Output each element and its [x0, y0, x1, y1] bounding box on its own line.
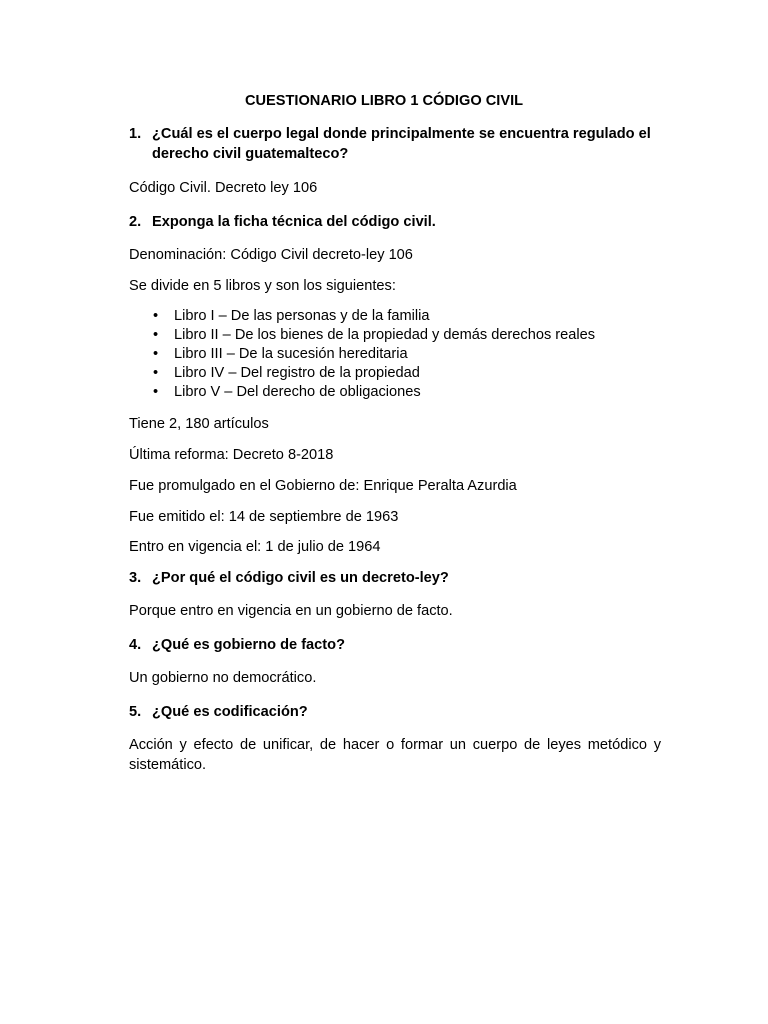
- question-3-number: 3.: [129, 570, 142, 586]
- list-item-text: Libro II – De los bienes de la propiedad y demás derechos reales: [174, 327, 596, 343]
- question-4-text: ¿Qué es gobierno de facto?: [152, 637, 345, 653]
- list-item-text: Libro III – De la sucesión hereditaria: [174, 346, 408, 362]
- answer-2-vigencia: Entro en vigencia el: 1 de julio de 1964: [129, 539, 381, 555]
- list-item-text: Libro IV – Del registro de la propiedad: [174, 365, 420, 381]
- question-1-number: 1.: [129, 126, 142, 142]
- question-4-number: 4.: [129, 637, 142, 653]
- bullet-icon: •: [153, 308, 159, 324]
- answer-3: Porque entro en vigencia en un gobierno de facto.: [129, 603, 453, 619]
- bullet-icon: •: [153, 384, 159, 400]
- list-item: [129, 345, 595, 364]
- question-3-text: ¿Por qué el código civil es un decreto-ley?: [152, 570, 449, 586]
- question-2: [129, 212, 669, 232]
- answer-2-intro: Se divide en 5 libros y son los siguientes:: [129, 278, 396, 294]
- bullet-icon: •: [153, 365, 159, 381]
- answer-2-emitido: Fue emitido el: 14 de septiembre de 1963: [129, 509, 399, 525]
- list-item: [129, 326, 595, 345]
- list-item: [129, 364, 595, 383]
- question-5: [129, 702, 669, 722]
- list-item-text: Libro I – De las personas y de la familia: [174, 308, 430, 324]
- question-4: [129, 635, 669, 655]
- answer-4: Un gobierno no democrático.: [129, 670, 317, 686]
- question-5-text: ¿Qué es codificación?: [152, 704, 308, 720]
- question-1-text: ¿Cuál es el cuerpo legal donde principalmente se encuentra regulado el derecho civil guatemalteco?: [152, 126, 651, 162]
- answer-2-promulgado: Fue promulgado en el Gobierno de: Enrique Peralta Azurdia: [129, 478, 517, 494]
- bullet-icon: •: [153, 327, 159, 343]
- answer-5: Acción y efecto de unificar, de hacer o formar un cuerpo de leyes metódico y sistemático.: [129, 737, 661, 773]
- question-1: [129, 124, 669, 164]
- question-2-text: Exponga la ficha técnica del código civil.: [152, 214, 436, 230]
- answer-2-denominacion: Denominación: Código Civil decreto-ley 106: [129, 247, 413, 263]
- list-item: [129, 383, 595, 402]
- answer-2-reforma: Última reforma: Decreto 8-2018: [129, 447, 334, 463]
- document-title: CUESTIONARIO LIBRO 1 CÓDIGO CIVIL: [244, 93, 524, 109]
- list-item-text: Libro V – Del derecho de obligaciones: [174, 384, 421, 400]
- bullet-icon: •: [153, 346, 159, 362]
- question-5-number: 5.: [129, 704, 142, 720]
- libros-list: [129, 307, 595, 402]
- answer-1: Código Civil. Decreto ley 106: [129, 180, 318, 196]
- question-2-number: 2.: [129, 214, 142, 230]
- answer-2-articulos: Tiene 2, 180 artículos: [129, 416, 269, 432]
- question-3: [129, 568, 669, 588]
- list-item: [129, 307, 595, 326]
